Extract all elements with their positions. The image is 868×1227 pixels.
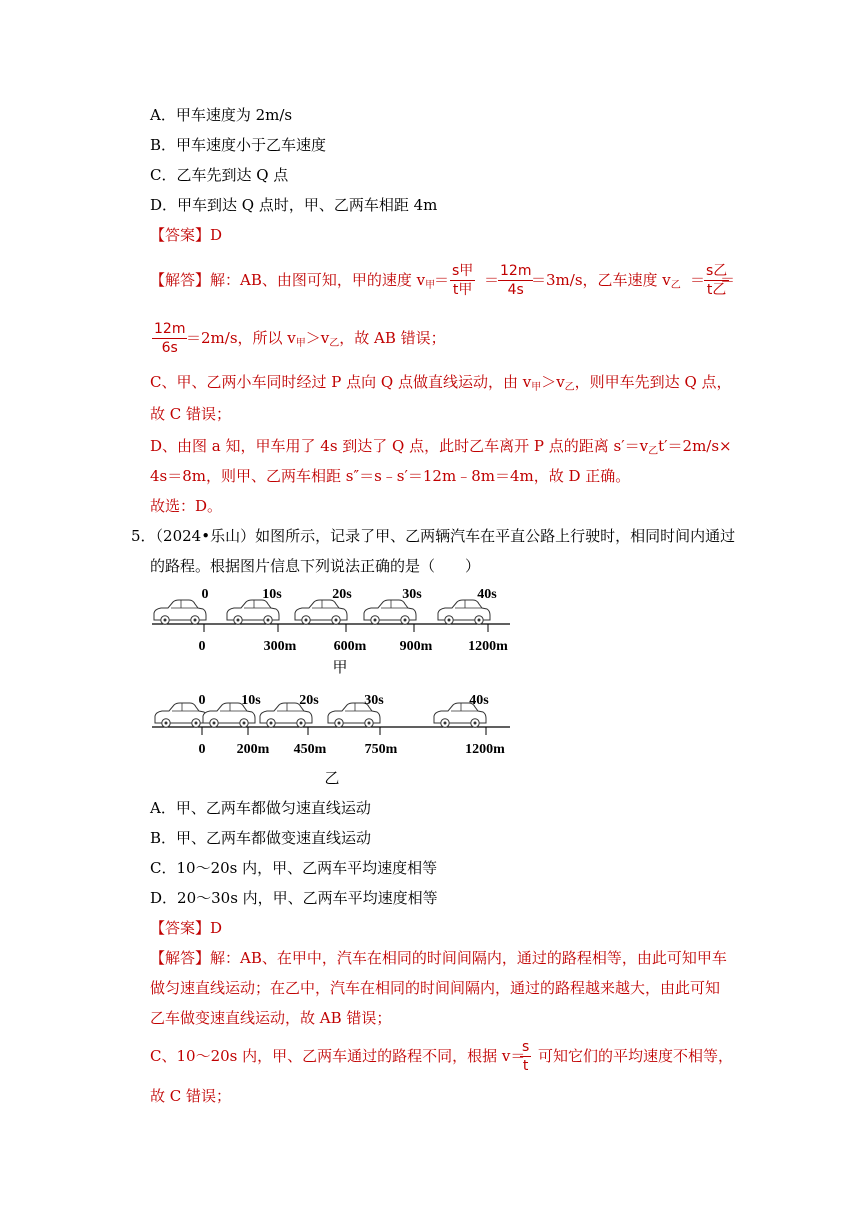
q5-option-d: D．20～30s 内，甲、乙两车平均速度相等	[150, 889, 438, 907]
distance-label: 750m	[364, 742, 398, 757]
fraction-s-over-t: $\frac{s}{t}$	[522, 1039, 530, 1074]
fraction-s-yi-over-t-yi: s乙 t乙	[706, 263, 728, 298]
q4-option-b: B．甲车速度小于乙车速度	[150, 136, 327, 154]
sub-jia: 甲	[425, 280, 436, 291]
distance-label: 0	[198, 742, 206, 757]
sub-yi: 乙	[670, 280, 681, 291]
time-label: 20s	[299, 693, 319, 708]
q4-option-d: D．甲车到达 Q 点时，甲、乙两车相距 4m	[150, 196, 438, 214]
q4-option-a: A．甲车速度为 2m/s	[150, 106, 293, 124]
figure-label-jia: 甲	[332, 658, 348, 676]
q5-stem-line1: 5．（2024•乐山）如图所示，记录了甲、乙两辆汽车在平直公路上行驶时，相同时间内通过	[131, 527, 736, 545]
time-label: 0	[198, 693, 206, 708]
cars-figure	[152, 578, 514, 788]
q4-sol-head: 【解答】解：AB、由图可知，甲的速度 v	[150, 271, 426, 289]
time-label: 0	[201, 587, 209, 602]
equals: ＝	[484, 271, 500, 289]
q4-solution-line6: 4s＝8m，则甲、乙两车相距 s″＝s﹣s′＝12m﹣8m＝4m，故 D 正确。	[150, 467, 631, 485]
q5-solution-line2: 做匀速直线运动；在乙中，汽车在相同的时间间隔内，通过的路程越来越大，由此可知	[150, 979, 721, 997]
road-yi	[152, 693, 510, 787]
car-jia-20s	[295, 600, 347, 624]
distance-label: 200m	[236, 742, 270, 757]
fraction-12m-over-4s: $\frac{12m}{4s}$	[500, 263, 532, 298]
q5-stem-line2: 的路程。根据图片信息下列说法正确的是（ ）	[150, 557, 481, 575]
q5-solution-line3: 乙车做变速直线运动，故 AB 错误；	[150, 1009, 392, 1027]
distance-label: 300m	[263, 639, 297, 654]
time-label: 30s	[364, 693, 384, 708]
q4-solution-line3: C、甲、乙两小车同时经过 P 点向 Q 点做直线运动，由 $v_甲>v_乙$，则甲车先到达 Q 点，	[150, 373, 732, 393]
equals: ＝	[690, 271, 706, 289]
q5-answer: 【答案】D	[150, 919, 223, 937]
fraction-s-jia-over-t-jia: s甲 t甲	[452, 263, 474, 298]
distance-label: 600m	[333, 639, 367, 654]
time-label: 20s	[332, 587, 352, 602]
time-label: 10s	[241, 693, 261, 708]
q4-sol-mid: ＝3m/s，乙车速度 v	[531, 271, 671, 289]
time-label: 40s	[477, 587, 497, 602]
distance-label: 1200m	[465, 742, 505, 757]
q4-option-c: C．乙车先到达 Q 点	[150, 166, 289, 184]
equals: ＝	[434, 271, 450, 289]
fraction-12m-over-6s: $\frac{12m}{6s}$	[154, 321, 186, 356]
q5-option-c: C．10～20s 内，甲、乙两车平均速度相等	[150, 859, 438, 877]
car-jia-0s	[154, 600, 206, 624]
q5-option-b: B．甲、乙两车都做变速直线运动	[150, 829, 372, 847]
distance-label: 900m	[399, 639, 433, 654]
figure-label-yi: 乙	[324, 769, 340, 787]
q5-solution-line1: 【解答】解：AB、在甲中，汽车在相同的时间间隔内，通过的路程相等，由此可知甲车	[150, 949, 727, 967]
distance-label: 0	[198, 639, 206, 654]
q5-option-a: A．甲、乙两车都做匀速直线运动	[150, 799, 371, 817]
time-label: 30s	[402, 587, 422, 602]
q4-solution-line7: 故选：D。	[150, 497, 223, 515]
equals: ＝	[720, 271, 736, 289]
distance-label: 1200m	[468, 639, 508, 654]
car-jia-10s	[227, 600, 279, 624]
q5-solution-line5: 故 C 错误；	[150, 1087, 232, 1105]
distance-label: 450m	[293, 742, 327, 757]
car-jia-40s	[438, 600, 490, 624]
q4-solution-line5: D、由图 a 知，甲车用了 4s 到达了 Q 点，此时乙车离开 P 点的距离 $s'=v_乙t'=2m/s\times$	[150, 437, 732, 457]
car-jia-30s	[364, 600, 416, 624]
q4-solution-line4: 故 C 错误；	[150, 405, 232, 423]
road-jia	[152, 587, 510, 676]
time-label: 10s	[262, 587, 282, 602]
time-label: 40s	[469, 693, 489, 708]
q4-answer: 【答案】D	[150, 226, 223, 244]
